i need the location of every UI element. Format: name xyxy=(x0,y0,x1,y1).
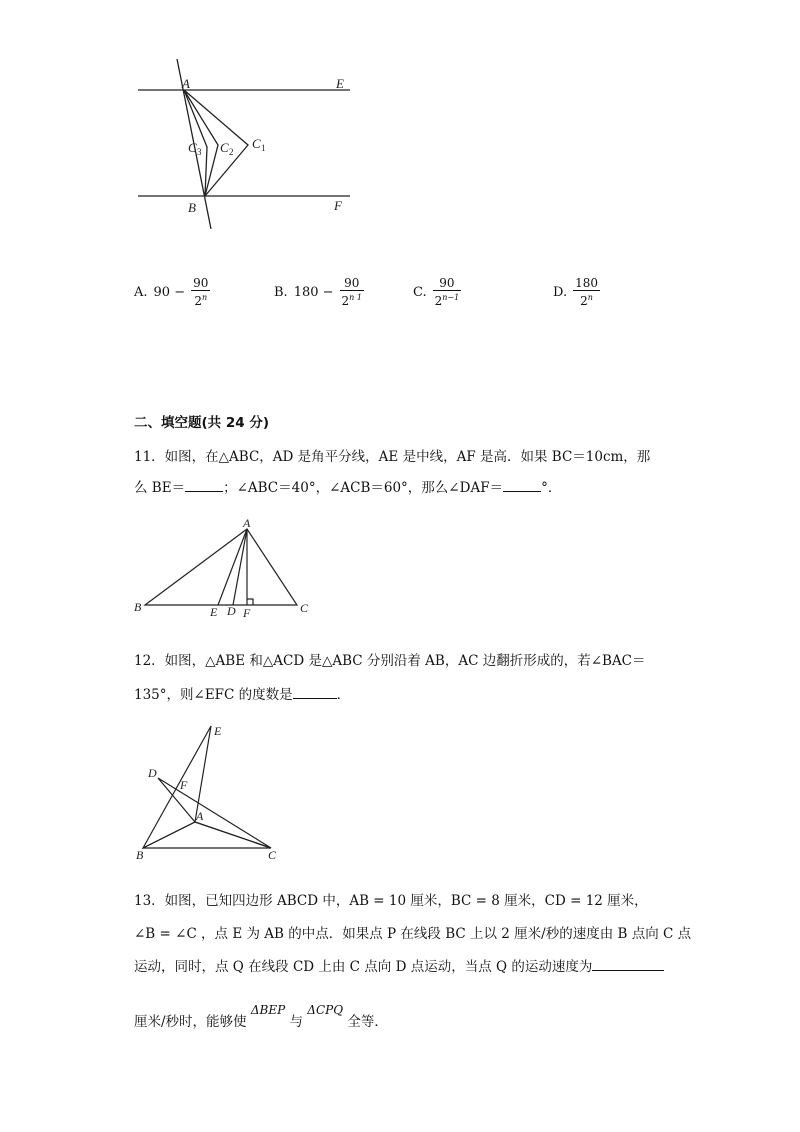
label-c2: C xyxy=(220,140,229,155)
option-prefix: 180 − xyxy=(293,284,334,300)
svg-text:D: D xyxy=(148,766,157,780)
svg-text:D: D xyxy=(227,604,236,618)
svg-text:A: A xyxy=(196,809,204,823)
q11-text-b: ；∠ABC＝40°，∠ACB＝60°，那么∠DAF＝ xyxy=(223,480,504,496)
label-b: B xyxy=(188,200,196,215)
svg-text:B: B xyxy=(134,600,142,614)
section-title: 二、填空题(共 24 分) xyxy=(134,415,270,431)
triangle-bep: ΔBEP xyxy=(250,1003,286,1017)
option-b[interactable] xyxy=(274,276,364,308)
label-a: A xyxy=(182,76,190,91)
option-fraction: $\frac{90}{2^{n 1}}$ xyxy=(341,276,362,308)
label-e: E xyxy=(336,76,344,91)
label-c1-sub: 1 xyxy=(261,143,266,153)
q12-text-b: ． xyxy=(336,687,351,703)
answer-blank-be[interactable] xyxy=(185,491,223,492)
svg-text:F: F xyxy=(243,606,251,620)
answer-blank-speed[interactable] xyxy=(592,970,664,971)
q11-text-c: °． xyxy=(541,480,562,496)
q13-text-end: 全等． xyxy=(347,1014,388,1030)
q13-line4 xyxy=(134,1003,388,1032)
label-f: F xyxy=(334,198,342,213)
label-c2-sub: 2 xyxy=(229,147,234,157)
svg-text:A: A xyxy=(243,516,251,530)
svg-text:E: E xyxy=(214,724,222,738)
label-c3: C xyxy=(188,140,197,155)
q12-text-a: 135°，则∠EFC 的度数是 xyxy=(134,687,293,703)
q13-text-b: 厘米/秒时，能够使 xyxy=(134,1014,247,1030)
svg-text:E: E xyxy=(210,605,218,619)
svg-text:C: C xyxy=(268,848,277,862)
option-d[interactable] xyxy=(553,276,600,308)
option-fraction: $\frac{180}{2^n}$ xyxy=(575,276,598,308)
q11-line2 xyxy=(134,478,561,498)
option-letter: D. xyxy=(553,284,568,300)
triangle-abc-figure xyxy=(130,515,320,625)
option-c[interactable] xyxy=(413,276,461,308)
q13-line1: 13．如图，已知四边形 ABCD 中，AB = 10 厘米，BC = 8 厘米，CD = 12 厘米， xyxy=(134,893,648,909)
option-letter: C. xyxy=(413,284,427,300)
option-fraction: $\frac{90}{2^{n-1}}$ xyxy=(434,276,460,308)
q12-line2 xyxy=(134,685,350,705)
label-c3-sub: 3 xyxy=(197,147,202,157)
option-prefix: 90 − xyxy=(153,284,186,300)
q11-line1: 11．如图，在△ABC，AD 是角平分线，AE 是中线，AF 是高．如果 BC＝10cm，那 xyxy=(134,449,651,465)
svg-text:B: B xyxy=(136,848,144,862)
svg-text:F: F xyxy=(180,778,188,792)
fold-triangle-figure xyxy=(130,718,300,863)
q11-text-a: 么 BE＝ xyxy=(134,480,186,496)
q13-text-a: 运动，同时，点 Q 在线段 CD 上由 C 点向 D 点运动，当点 Q 的运动速度为 xyxy=(134,959,593,975)
q13-line3 xyxy=(134,957,664,977)
parallel-lines-figure xyxy=(130,55,380,235)
option-letter: B. xyxy=(274,284,288,300)
q13-line2: ∠B = ∠C ，点 E 为 AB 的中点．如果点 P 在线段 BC 上以 2 厘米/秒的速度由 B 点向 C 点 xyxy=(134,926,692,942)
option-letter: A. xyxy=(134,284,148,300)
option-a[interactable] xyxy=(134,276,210,308)
q12-line1: 12．如图，△ABE 和△ACD 是△ABC 分别沿着 AB，AC 边翻折形成的，若∠BAC＝ xyxy=(134,653,646,669)
triangle-cpq: ΔCPQ xyxy=(307,1003,344,1017)
label-c1: C xyxy=(252,136,261,151)
q13-text-mid: 与 xyxy=(289,1014,303,1030)
answer-blank-daf[interactable] xyxy=(503,491,541,492)
option-fraction: $\frac{90}{2^n}$ xyxy=(193,276,209,308)
svg-text:C: C xyxy=(300,601,309,615)
answer-blank-efc[interactable] xyxy=(293,698,337,699)
